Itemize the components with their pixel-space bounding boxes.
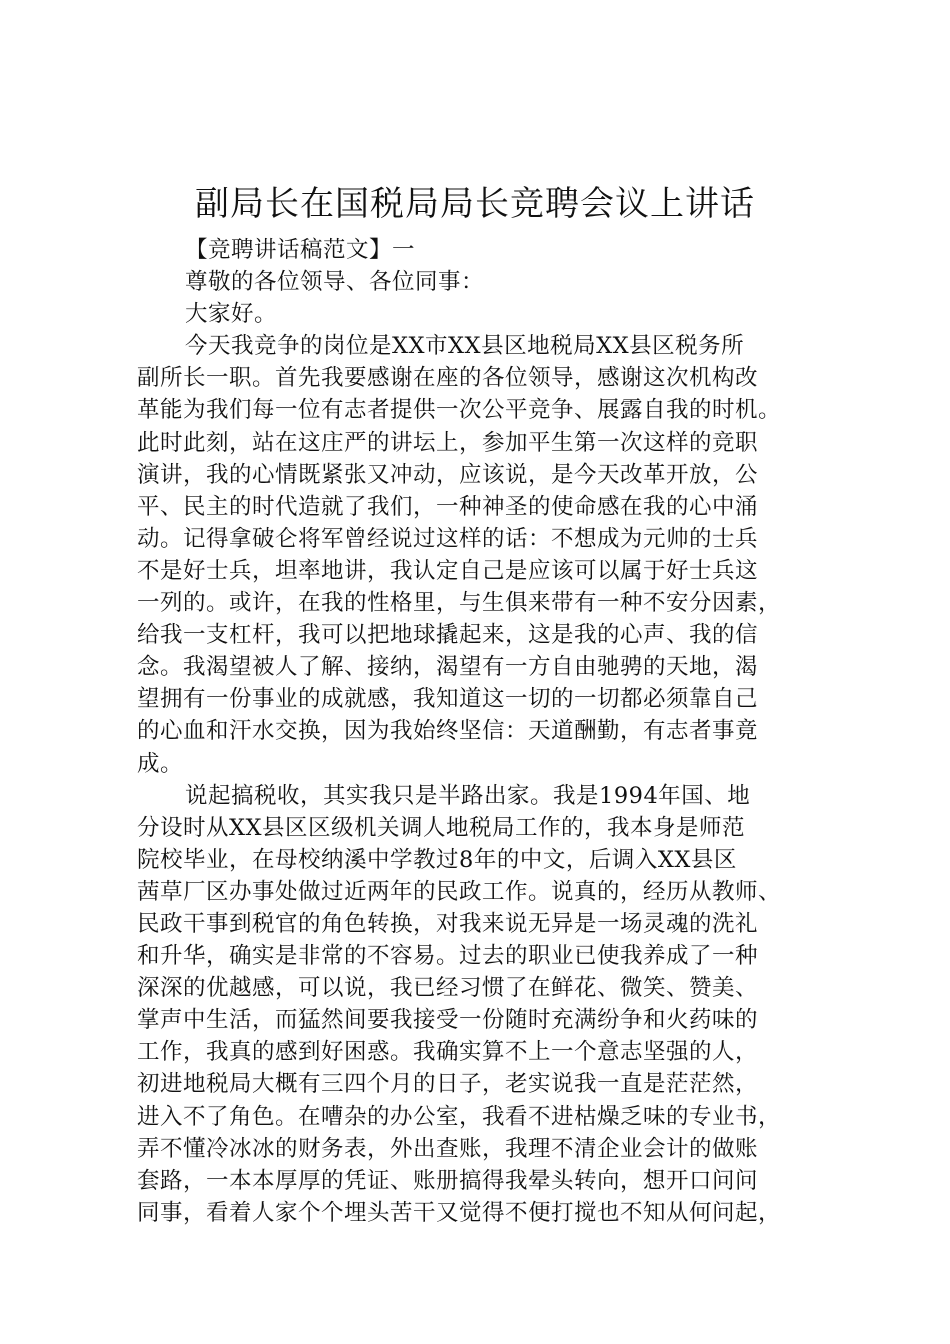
greeting: 大家好。 (185, 301, 278, 328)
paragraph-line: 说起搞税收，其实我只是半路出家。我是1994年国、地 (185, 782, 751, 809)
paragraph-line: 初进地税局大概有三四个月的日子，老实说我一直是茫茫然， (137, 1071, 759, 1098)
paragraph-line: 掌声中生活，而猛然间要我接受一份随时充满纷争和火药味的 (137, 1007, 759, 1034)
paragraph-line: 深深的优越感，可以说，我已经习惯了在鲜花、微笑、赞美、 (137, 975, 759, 1002)
paragraph-line: 一列的。或许，在我的性格里，与生俱来带有一种不安分因素， (137, 590, 782, 617)
paragraph-line: 不是好士兵，坦率地讲，我认定自己是应该可以属于好士兵这 (137, 557, 759, 584)
paragraph-line: 进入不了角色。在嘈杂的办公室，我看不进枯燥乏味的专业书， (137, 1103, 782, 1130)
paragraph-line: 院校毕业，在母校纳溪中学教过8年的中文，后调入XX县区 (137, 846, 737, 873)
paragraph-line: 茜草厂区办事处做过近两年的民政工作。说真的，经历从教师、 (137, 878, 782, 905)
paragraph-line: 演讲，我的心情既紧张又冲动，应该说，是今天改革开放，公 (137, 461, 759, 488)
paragraph-line: 民政干事到税官的角色转换，对我来说无异是一场灵魂的洗礼 (137, 910, 759, 937)
paragraph-2 (137, 780, 857, 1229)
paragraph-line: 工作，我真的感到好困惑。我确实算不上一个意志坚强的人， (137, 1039, 759, 1066)
paragraph-1 (137, 330, 857, 779)
document-body (137, 234, 857, 1229)
paragraph-line: 和升华，确实是非常的不容易。过去的职业已使我养成了一种 (137, 943, 759, 970)
section-label: 【竞聘讲话稿范文】一 (185, 237, 416, 263)
paragraph-line: 分设时从XX县区区级机关调人地税局工作的，我本身是师范 (137, 814, 746, 841)
paragraph-line: 成。 (137, 750, 184, 777)
paragraph-line: 革能为我们每一位有志者提供一次公平竞争、展露自我的时机。 (137, 397, 782, 424)
page-title: 副局长在国税局局长竞聘会议上讲话 (195, 184, 755, 224)
paragraph-line: 今天我竞争的岗位是XX市XX县区地税局XX县区税务所 (185, 333, 745, 360)
paragraph-line: 动。记得拿破仑将军曾经说过这样的话：不想成为元帅的士兵 (137, 525, 759, 552)
paragraph-line: 给我一支杠杆，我可以把地球撬起来，这是我的心声、我的信 (137, 622, 759, 649)
paragraph-line: 的心血和汗水交换，因为我始终坚信：天道酬勤，有志者事竟 (137, 718, 759, 745)
salutation: 尊敬的各位领导、各位同事： (185, 269, 485, 296)
paragraph-line: 望拥有一份事业的成就感，我知道这一切的一切都必须靠自己 (137, 686, 759, 713)
paragraph-line: 同事，看着人家个个埋头苦干又觉得不便打搅也不知从何问起， (137, 1199, 782, 1226)
paragraph-line: 弄不懂冷冰冰的财务表，外出查账，我理不清企业会计的做账 (137, 1135, 759, 1162)
paragraph-line: 套路，一本本厚厚的凭证、账册搞得我晕头转向，想开口问问 (137, 1167, 759, 1194)
paragraph-line: 平、民主的时代造就了我们，一种神圣的使命感在我的心中涌 (137, 493, 759, 520)
paragraph-line: 副所长一职。首先我要感谢在座的各位领导，感谢这次机构改 (137, 365, 759, 392)
paragraph-line: 念。我渴望被人了解、接纳，渴望有一方自由驰骋的天地，渴 (137, 654, 759, 681)
paragraph-line: 此时此刻，站在这庄严的讲坛上，参加平生第一次这样的竞职 (137, 429, 759, 456)
